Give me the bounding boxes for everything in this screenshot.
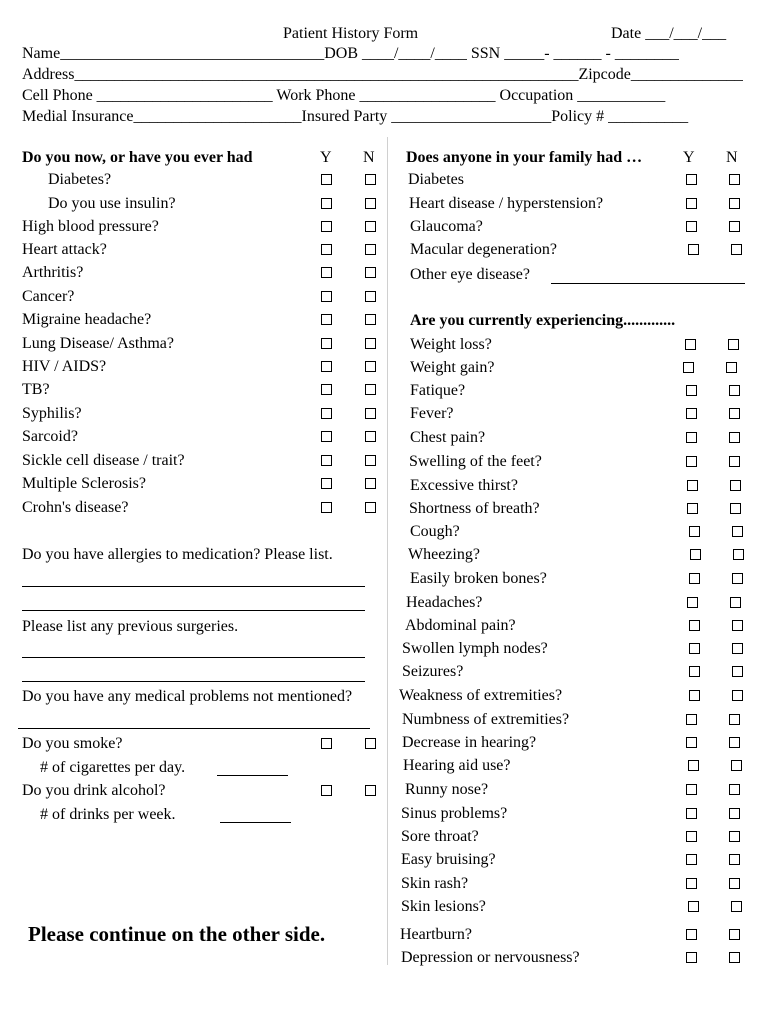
symptom-item-fatique: Fatique?	[410, 382, 466, 399]
symptom-weight-loss-no-checkbox[interactable]	[728, 339, 739, 350]
symptom-fatique-no-checkbox[interactable]	[729, 385, 740, 396]
history-sickle-cell-disease-trait-yes-checkbox[interactable]	[321, 455, 332, 466]
symptom-easy-bruising-no-checkbox[interactable]	[729, 854, 740, 865]
symptom-item-depression-or-nervousness: Depression or nervousness?	[401, 949, 580, 966]
symptom-weight-gain-yes-checkbox[interactable]	[683, 362, 694, 373]
symptom-item-swollen-lymph-nodes: Swollen lymph nodes?	[402, 640, 548, 657]
history-hiv-aids-no-checkbox[interactable]	[365, 361, 376, 372]
history-diabetes-no-checkbox[interactable]	[365, 174, 376, 185]
symptom-item-cough: Cough?	[410, 523, 460, 540]
cigarettes-line[interactable]	[217, 775, 288, 776]
family-item-heart-disease-hyperstension: Heart disease / hyperstension?	[409, 195, 604, 212]
symptom-item-wheezing: Wheezing?	[408, 546, 480, 563]
symptom-item-sore-throat: Sore throat?	[401, 828, 479, 845]
symptom-fever-yes-checkbox[interactable]	[686, 408, 697, 419]
form-title: Patient History Form	[283, 25, 419, 42]
history-multiple-sclerosis-no-checkbox[interactable]	[365, 478, 376, 489]
symptom-excessive-thirst-no-checkbox[interactable]	[730, 480, 741, 491]
symptom-item-seizures: Seizures?	[402, 663, 464, 680]
column-divider	[387, 137, 388, 965]
left-yes-header: Y	[320, 149, 332, 166]
symptom-item-numbness-of-extremities: Numbness of extremities?	[402, 711, 570, 728]
symptom-wheezing-yes-checkbox[interactable]	[690, 549, 701, 560]
history-item-multiple-sclerosis: Multiple Sclerosis?	[22, 475, 146, 492]
symptom-shortness-of-breath-yes-checkbox[interactable]	[687, 503, 698, 514]
family-diabetes-yes-checkbox[interactable]	[686, 174, 697, 185]
symptom-chest-pain-no-checkbox[interactable]	[729, 432, 740, 443]
symptom-runny-nose-no-checkbox[interactable]	[729, 784, 740, 795]
history-syphilis-yes-checkbox[interactable]	[321, 408, 332, 419]
history-item-migraine-headache: Migraine headache?	[22, 311, 152, 328]
family-macular-degeneration-no-checkbox[interactable]	[731, 244, 742, 255]
symptom-seizures-no-checkbox[interactable]	[732, 666, 743, 677]
symptom-item-decrease-in-hearing: Decrease in hearing?	[402, 734, 537, 751]
history-tb-no-checkbox[interactable]	[365, 384, 376, 395]
allergies-line-1[interactable]	[22, 586, 365, 587]
history-crohn-s-disease-no-checkbox[interactable]	[365, 502, 376, 513]
symptom-item-weight-gain: Weight gain?	[410, 359, 495, 376]
symptom-depression-or-nervousness-yes-checkbox[interactable]	[686, 952, 697, 963]
family-item-glaucoma: Glaucoma?	[410, 218, 483, 235]
symptom-item-hearing-aid-use: Hearing aid use?	[403, 757, 511, 774]
history-item-cancer: Cancer?	[22, 288, 75, 305]
surgeries-line-2[interactable]	[22, 681, 365, 682]
history-item-do-you-use-insulin: Do you use insulin?	[48, 195, 176, 212]
symptom-numbness-of-extremities-no-checkbox[interactable]	[729, 714, 740, 725]
other-eye-question: Other eye disease?	[410, 266, 530, 283]
symptom-item-heartburn: Heartburn?	[400, 926, 472, 943]
symptom-decrease-in-hearing-no-checkbox[interactable]	[729, 737, 740, 748]
symptom-shortness-of-breath-no-checkbox[interactable]	[730, 503, 741, 514]
symptom-skin-rash-no-checkbox[interactable]	[729, 878, 740, 889]
family-heading: Does anyone in your family had …	[406, 149, 643, 166]
symptom-item-excessive-thirst: Excessive thirst?	[410, 477, 518, 494]
smoke-no-checkbox[interactable]	[365, 738, 376, 749]
history-item-heart-attack: Heart attack?	[22, 241, 107, 258]
symptom-item-weakness-of-extremities: Weakness of extremities?	[399, 687, 563, 704]
name-dob-ssn-row[interactable]: Name_________________________________DOB ____/____/____ SSN _____- ______ - ________	[22, 45, 679, 62]
symptom-seizures-yes-checkbox[interactable]	[689, 666, 700, 677]
symptom-sore-throat-no-checkbox[interactable]	[729, 831, 740, 842]
history-tb-yes-checkbox[interactable]	[321, 384, 332, 395]
history-item-arthritis: Arthritis?	[22, 264, 84, 281]
symptom-item-swelling-of-the-feet: Swelling of the feet?	[409, 453, 542, 470]
left-no-header: N	[363, 149, 375, 166]
address-row[interactable]: Address_______________________________________________________________Zipcode______________	[22, 66, 743, 83]
history-lung-disease-asthma-no-checkbox[interactable]	[365, 338, 376, 349]
history-syphilis-no-checkbox[interactable]	[365, 408, 376, 419]
symptom-item-weight-loss: Weight loss?	[410, 336, 492, 353]
history-cancer-no-checkbox[interactable]	[365, 291, 376, 302]
symptom-swollen-lymph-nodes-yes-checkbox[interactable]	[689, 643, 700, 654]
symptom-swelling-of-the-feet-no-checkbox[interactable]	[729, 456, 740, 467]
history-item-lung-disease-asthma: Lung Disease/ Asthma?	[22, 335, 174, 352]
alcohol-question: Do you drink alcohol?	[22, 782, 166, 799]
symptom-fever-no-checkbox[interactable]	[729, 408, 740, 419]
history-hiv-aids-yes-checkbox[interactable]	[321, 361, 332, 372]
family-heart-disease-hyperstension-no-checkbox[interactable]	[729, 198, 740, 209]
history-item-sarcoid: Sarcoid?	[22, 428, 78, 445]
symptom-item-easily-broken-bones: Easily broken bones?	[410, 570, 547, 587]
history-arthritis-no-checkbox[interactable]	[365, 267, 376, 278]
history-sarcoid-no-checkbox[interactable]	[365, 431, 376, 442]
history-crohn-s-disease-yes-checkbox[interactable]	[321, 502, 332, 513]
continue-note: Please continue on the other side.	[28, 922, 326, 946]
insurance-row[interactable]: Medial Insurance_____________________Insured Party ____________________Policy # __________	[22, 108, 689, 125]
alcohol-yes-checkbox[interactable]	[321, 785, 332, 796]
symptom-item-fever: Fever?	[410, 405, 454, 422]
drinks-line[interactable]	[220, 822, 291, 823]
allergies-line-2[interactable]	[22, 610, 365, 611]
symptom-weight-gain-no-checkbox[interactable]	[726, 362, 737, 373]
symptom-item-skin-rash: Skin rash?	[401, 875, 469, 892]
current-heading: Are you currently experiencing.............	[410, 312, 676, 329]
symptom-easily-broken-bones-yes-checkbox[interactable]	[689, 573, 700, 584]
surgeries-line-1[interactable]	[22, 657, 365, 658]
symptom-item-abdominal-pain: Abdominal pain?	[405, 617, 516, 634]
symptom-item-skin-lesions: Skin lesions?	[401, 898, 486, 915]
symptom-headaches-no-checkbox[interactable]	[730, 597, 741, 608]
other-eye-line[interactable]	[551, 283, 745, 284]
symptom-item-sinus-problems: Sinus problems?	[401, 805, 508, 822]
smoke-yes-checkbox[interactable]	[321, 738, 332, 749]
history-heart-attack-yes-checkbox[interactable]	[321, 244, 332, 255]
history-sarcoid-yes-checkbox[interactable]	[321, 431, 332, 442]
smoke-question: Do you smoke?	[22, 735, 123, 752]
phone-occupation-row[interactable]: Cell Phone ______________________ Work Phone _________________ Occupation ___________	[22, 87, 666, 104]
history-heart-attack-no-checkbox[interactable]	[365, 244, 376, 255]
family-item-diabetes: Diabetes	[408, 171, 464, 188]
symptom-abdominal-pain-no-checkbox[interactable]	[732, 620, 743, 631]
history-migraine-headache-no-checkbox[interactable]	[365, 314, 376, 325]
symptom-decrease-in-hearing-yes-checkbox[interactable]	[686, 737, 697, 748]
symptom-item-shortness-of-breath: Shortness of breath?	[409, 500, 540, 517]
allergies-question: Do you have allergies to medication? Please list.	[22, 546, 333, 563]
family-heart-disease-hyperstension-yes-checkbox[interactable]	[686, 198, 697, 209]
history-multiple-sclerosis-yes-checkbox[interactable]	[321, 478, 332, 489]
symptom-hearing-aid-use-yes-checkbox[interactable]	[688, 760, 699, 771]
symptom-item-runny-nose: Runny nose?	[405, 781, 489, 798]
symptom-item-chest-pain: Chest pain?	[410, 429, 486, 446]
symptom-depression-or-nervousness-no-checkbox[interactable]	[729, 952, 740, 963]
history-high-blood-pressure-yes-checkbox[interactable]	[321, 221, 332, 232]
symptom-wheezing-no-checkbox[interactable]	[733, 549, 744, 560]
symptom-excessive-thirst-yes-checkbox[interactable]	[687, 480, 698, 491]
symptom-easy-bruising-yes-checkbox[interactable]	[686, 854, 697, 865]
history-sickle-cell-disease-trait-no-checkbox[interactable]	[365, 455, 376, 466]
symptom-skin-rash-yes-checkbox[interactable]	[686, 878, 697, 889]
right-no-header: N	[726, 149, 738, 166]
history-item-syphilis: Syphilis?	[22, 405, 82, 422]
other-problems-line[interactable]	[18, 728, 370, 729]
history-diabetes-yes-checkbox[interactable]	[321, 174, 332, 185]
symptom-swelling-of-the-feet-yes-checkbox[interactable]	[686, 456, 697, 467]
family-item-macular-degeneration: Macular degeneration?	[410, 241, 558, 258]
right-yes-header: Y	[683, 149, 695, 166]
history-item-sickle-cell-disease-trait: Sickle cell disease / trait?	[22, 452, 185, 469]
history-item-crohn-s-disease: Crohn's disease?	[22, 499, 129, 516]
symptom-cough-yes-checkbox[interactable]	[689, 526, 700, 537]
symptom-sore-throat-yes-checkbox[interactable]	[686, 831, 697, 842]
history-item-diabetes: Diabetes?	[48, 171, 112, 188]
drinks-question: # of drinks per week.	[40, 806, 176, 823]
symptom-headaches-yes-checkbox[interactable]	[687, 597, 698, 608]
symptom-hearing-aid-use-no-checkbox[interactable]	[731, 760, 742, 771]
symptom-sinus-problems-no-checkbox[interactable]	[729, 808, 740, 819]
other-problems-question: Do you have any medical problems not mentioned?	[22, 688, 353, 705]
date-field[interactable]: Date ___/___/___	[611, 25, 727, 42]
history-high-blood-pressure-no-checkbox[interactable]	[365, 221, 376, 232]
symptom-weakness-of-extremities-yes-checkbox[interactable]	[689, 690, 700, 701]
history-lung-disease-asthma-yes-checkbox[interactable]	[321, 338, 332, 349]
family-diabetes-no-checkbox[interactable]	[729, 174, 740, 185]
symptom-skin-lesions-yes-checkbox[interactable]	[688, 901, 699, 912]
symptom-fatique-yes-checkbox[interactable]	[686, 385, 697, 396]
surgeries-question: Please list any previous surgeries.	[22, 618, 239, 635]
symptom-runny-nose-yes-checkbox[interactable]	[686, 784, 697, 795]
cigarettes-question: # of cigarettes per day.	[40, 759, 186, 776]
symptom-chest-pain-yes-checkbox[interactable]	[686, 432, 697, 443]
alcohol-no-checkbox[interactable]	[365, 785, 376, 796]
symptom-cough-no-checkbox[interactable]	[732, 526, 743, 537]
symptom-heartburn-yes-checkbox[interactable]	[686, 929, 697, 940]
symptom-swollen-lymph-nodes-no-checkbox[interactable]	[732, 643, 743, 654]
symptom-item-headaches: Headaches?	[406, 594, 483, 611]
history-cancer-yes-checkbox[interactable]	[321, 291, 332, 302]
history-migraine-headache-yes-checkbox[interactable]	[321, 314, 332, 325]
symptom-easily-broken-bones-no-checkbox[interactable]	[732, 573, 743, 584]
symptom-skin-lesions-no-checkbox[interactable]	[731, 901, 742, 912]
history-item-hiv-aids: HIV / AIDS?	[22, 358, 107, 375]
history-item-high-blood-pressure: High blood pressure?	[22, 218, 159, 235]
family-macular-degeneration-yes-checkbox[interactable]	[688, 244, 699, 255]
family-glaucoma-no-checkbox[interactable]	[729, 221, 740, 232]
history-item-tb: TB?	[22, 381, 50, 398]
symptom-item-easy-bruising: Easy bruising?	[401, 851, 496, 868]
symptom-numbness-of-extremities-yes-checkbox[interactable]	[686, 714, 697, 725]
history-do-you-use-insulin-no-checkbox[interactable]	[365, 198, 376, 209]
history-arthritis-yes-checkbox[interactable]	[321, 267, 332, 278]
symptom-weight-loss-yes-checkbox[interactable]	[685, 339, 696, 350]
symptom-weakness-of-extremities-no-checkbox[interactable]	[732, 690, 743, 701]
history-do-you-use-insulin-yes-checkbox[interactable]	[321, 198, 332, 209]
family-glaucoma-yes-checkbox[interactable]	[686, 221, 697, 232]
symptom-abdominal-pain-yes-checkbox[interactable]	[689, 620, 700, 631]
left-heading: Do you now, or have you ever had	[22, 149, 253, 166]
symptom-heartburn-no-checkbox[interactable]	[729, 929, 740, 940]
symptom-sinus-problems-yes-checkbox[interactable]	[686, 808, 697, 819]
